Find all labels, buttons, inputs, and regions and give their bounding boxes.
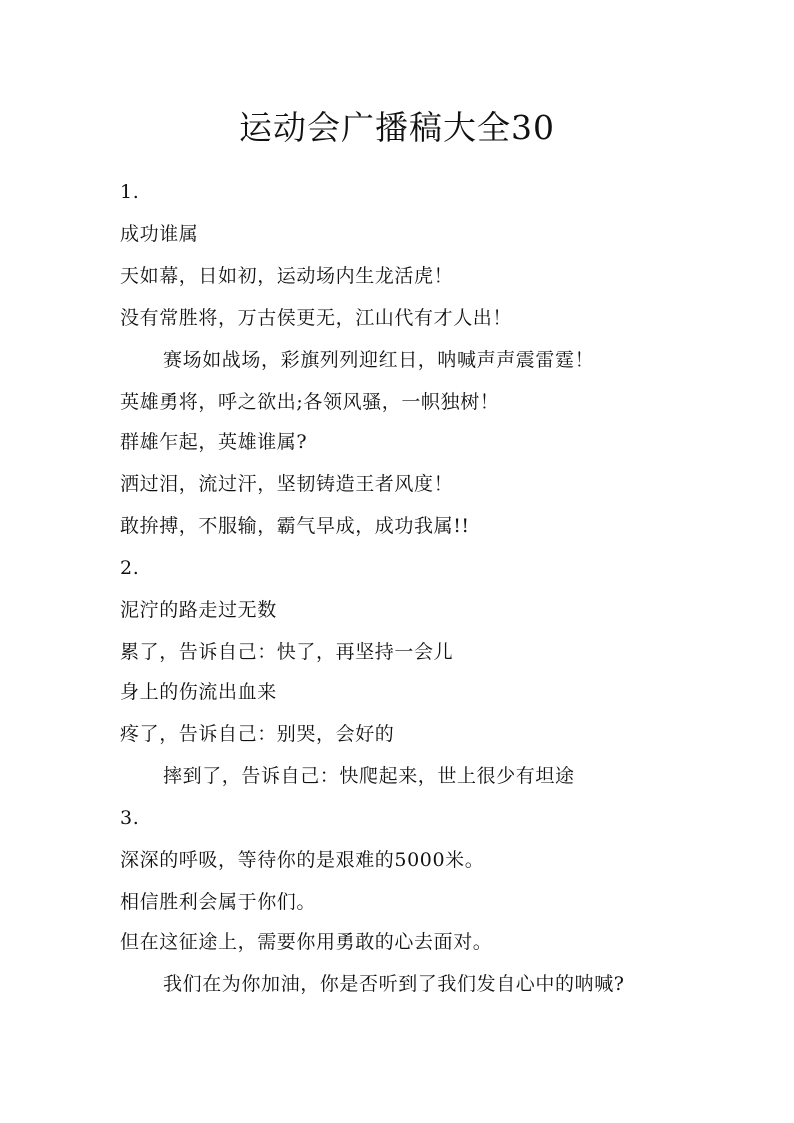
paragraph-line: 深深的呼吸，等待你的是艰难的5000米。 (120, 849, 485, 871)
paragraph-line: 赛场如战场，彩旗列列迎红日，呐喊声声震雷霆！ (163, 349, 595, 371)
paragraph-line: 泥泞的路走过无数 (120, 599, 277, 621)
section-number: 2. (120, 557, 140, 579)
paragraph-line: 我们在为你加油，你是否听到了我们发自心中的呐喊? (163, 973, 625, 995)
document-title: 运动会广播稿大全30 (239, 108, 555, 147)
paragraph-line: 相信胜利会属于你们。 (120, 891, 317, 913)
paragraph-line: 群雄乍起，英雄谁属? (120, 431, 308, 453)
paragraph-line: 洒过泪，流过汗，坚韧铸造王者风度！ (120, 473, 454, 495)
paragraph-line: 身上的伤流出血来 (120, 681, 277, 703)
paragraph-line: 累了，告诉自己：快了，再坚持一会儿 (120, 641, 454, 663)
paragraph-line: 成功谁属 (120, 223, 199, 245)
paragraph-line: 英雄勇将，呼之欲出;各领风骚，一帜独树！ (120, 391, 500, 413)
paragraph-line: 但在这征途上，需要你用勇敢的心去面对。 (120, 931, 493, 953)
section-number: 3. (120, 807, 140, 829)
paragraph-line: 没有常胜将，万古侯更无，江山代有才人出！ (120, 307, 513, 329)
paragraph-line: 摔到了，告诉自己：快爬起来，世上很少有坦途 (163, 765, 575, 787)
paragraph-line: 天如幕，日如初，运动场内生龙活虎！ (120, 265, 454, 287)
paragraph-line: 敢拚搏，不服输，霸气早成，成功我属!! (120, 515, 470, 537)
paragraph-line: 疼了，告诉自己：别哭，会好的 (120, 723, 395, 745)
section-number: 1. (120, 181, 140, 203)
